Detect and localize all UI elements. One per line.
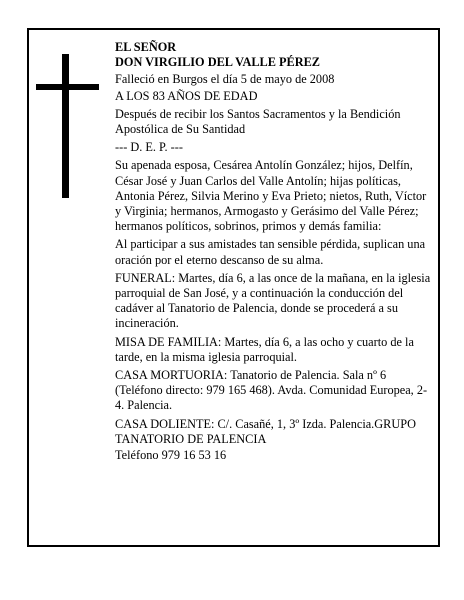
rip-line: --- D. E. P. --- [115,140,183,155]
age-notice: A LOS 83 AÑOS DE EDAD [115,88,258,103]
phone-number: Teléfono 979 16 53 16 [115,448,227,463]
deceased-honorific: EL SEÑOR [115,40,177,54]
family-mass-info: MISA DE FAMILIA: Martes, día 6, a las ocho y cuarto de la tarde, en la misma iglesia parroquial. [115,334,414,364]
sacraments-notice: Después de recibir los Santos Sacramentos y la Bendición Apostólica de Su Santidad [115,106,401,137]
prayer-request: Al participar a sus amistades tan sensible pérdida, suplican una oración por el eterno descanso de su alma. [115,237,426,267]
cross-horizontal-bar [36,84,99,90]
mourning-house-info: CASA DOLIENTE: C/. Casañé, 1, 3º Izda. Palencia.GRUPO TANATORIO DE PALENCIA [115,416,416,446]
funeral-info: FUNERAL: Martes, día 6, a las once de la mañana, en la iglesia parroquial de San José, y a continuación la conducción del cadáver al Tanatorio de Palencia, donde se procederá a su incineración. [115,270,431,331]
family-list: Su apenada esposa, Cesárea Antolín González; hijos, Delfín, César José y Juan Carlos del Valle Antolín; hijas políticas, Antonia Pérez, Silvia Merino y Eva Prieto; nietos, Ruth, Víctor y Virginia; hermanos, Armogasto y Gerásimo del Valle Pérez; hermanos políticos, sobrinos, primos y demás familia: [115,158,427,234]
deceased-name: DON VIRGILIO DEL VALLE PÉREZ [115,55,321,70]
cross-vertical-bar [62,54,69,198]
obituary-text [115,40,433,466]
death-notice: Falleció en Burgos el día 5 de mayo de 2008 [115,72,335,87]
mortuary-info: CASA MORTUORIA: Tanatorio de Palencia. Sala nº 6 (Teléfono directo: 979 165 468). Avda. Comunidad Europea, 2-4. Palencia. [115,368,428,413]
